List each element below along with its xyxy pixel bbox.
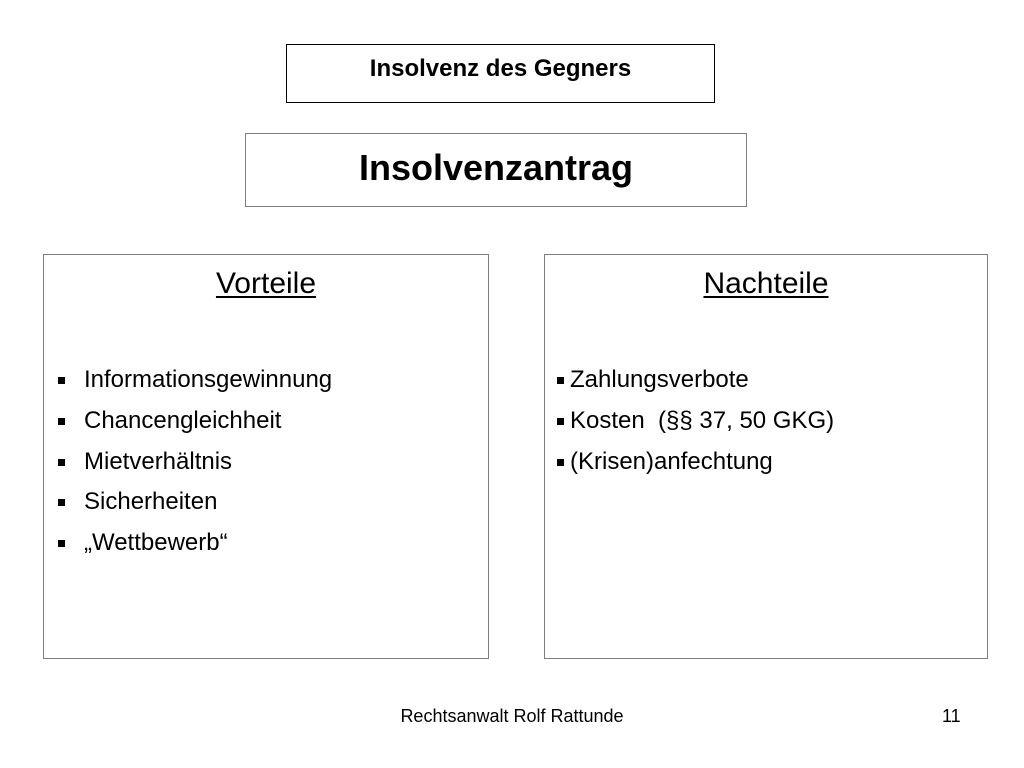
list-item-label: Sicherheiten	[84, 488, 218, 516]
list-item	[58, 482, 332, 523]
square-bullet-icon	[58, 540, 65, 547]
footer-author: Rechtsanwalt Rolf Rattunde	[400, 706, 624, 726]
list-item	[557, 441, 834, 482]
disadvantages-list	[557, 360, 834, 482]
advantages-heading: Vorteile	[215, 267, 317, 300]
square-bullet-icon	[557, 459, 564, 466]
list-item	[58, 360, 332, 401]
square-bullet-icon	[58, 459, 65, 466]
page-number: 11	[942, 706, 961, 726]
list-item-label: „Wettbewerb“	[84, 529, 228, 557]
list-item-label: Zahlungsverbote	[570, 366, 749, 394]
slide-title: Insolvenz des Gegners	[369, 54, 632, 82]
list-item-label: (Krisen)anfechtung	[570, 447, 773, 475]
list-item-label: Chancengleichheit	[84, 407, 282, 435]
list-item-label: Mietverhältnis	[84, 447, 233, 475]
list-item	[58, 523, 332, 564]
list-item-label: Informationsgewinnung	[84, 366, 333, 394]
list-item	[557, 401, 834, 442]
square-bullet-icon	[58, 418, 65, 425]
square-bullet-icon	[58, 377, 65, 384]
disadvantages-heading: Nachteile	[703, 267, 829, 300]
list-item	[58, 441, 332, 482]
subtitle-box	[245, 133, 747, 207]
title-box	[286, 44, 715, 103]
advantages-list	[58, 360, 332, 563]
list-item	[58, 401, 332, 442]
square-bullet-icon	[557, 377, 564, 384]
square-bullet-icon	[58, 499, 65, 506]
square-bullet-icon	[557, 418, 564, 425]
disadvantages-box	[544, 254, 988, 659]
list-item	[557, 360, 834, 401]
slide-subtitle: Insolvenzantrag	[358, 147, 634, 188]
advantages-box	[43, 254, 489, 659]
list-item-label: Kosten (§§ 37, 50 GKG)	[570, 407, 835, 435]
